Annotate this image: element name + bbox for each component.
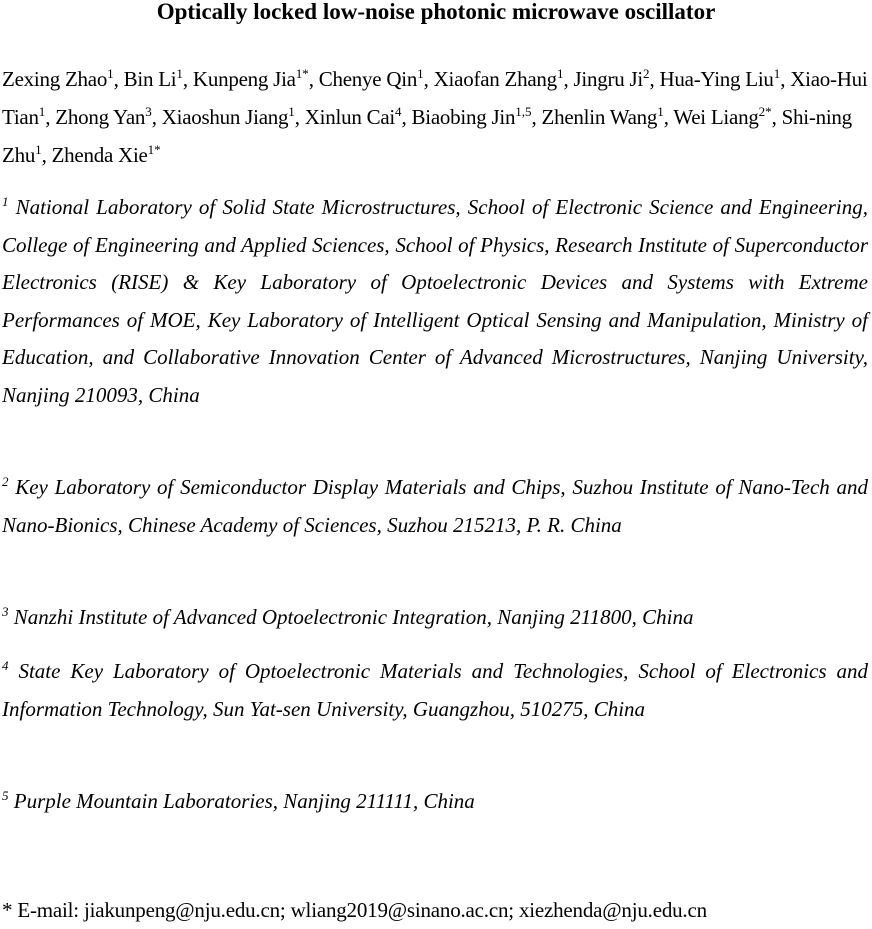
paper-title: Optically locked low-noise photonic microwave oscillator xyxy=(156,0,716,24)
author-separator: , xyxy=(423,67,434,91)
affiliation xyxy=(2,469,868,544)
author-affiliation-mark: 2* xyxy=(758,103,772,119)
author xyxy=(319,67,434,91)
author-name: Chenye Qin xyxy=(318,67,418,91)
author-name: Zhenlin Wang xyxy=(541,105,658,129)
author-separator: , xyxy=(308,67,319,91)
author-name: Zexing Zhao xyxy=(2,67,108,91)
affiliation-text: National Laboratory of Solid State Microstructures, School of Electronic Science and Engineering, College of Engineering and Applied Sciences, School of Physics, Research Institute of Superconductor Electronics (RISE) & Key Laboratory of Optoelectronic Devices and Systems with Extreme Performances of MOE, Key Laboratory of Intelligent Optical Sensing and Manipulation, Ministry of Education, and Collaborative Innovation Center of Advanced Microstructures, Nanjing University, Nanjing 210093, China xyxy=(2,195,868,407)
affiliation xyxy=(2,599,868,637)
author-name: Zhong Yan xyxy=(55,105,146,129)
author xyxy=(2,67,124,91)
author-name: Biaobing Jin xyxy=(411,105,516,129)
author-separator: , xyxy=(182,67,193,91)
author xyxy=(52,143,161,167)
author-separator: , xyxy=(531,105,542,129)
author-name: Zhenda Xie xyxy=(51,143,148,167)
author xyxy=(162,105,305,129)
author-separator: , xyxy=(294,105,305,129)
affiliation-text: Nanzhi Institute of Advanced Optoelectronic Integration, Nanjing 211800, China xyxy=(13,605,694,629)
author-name: Kunpeng Jia xyxy=(192,67,296,91)
affiliation xyxy=(2,189,868,415)
author-affiliation-mark: 1 xyxy=(176,65,183,81)
author-affiliation-mark: 1 xyxy=(38,103,46,119)
author-list xyxy=(2,60,868,174)
author-affiliation-mark: 1 xyxy=(417,65,424,81)
author-separator: , xyxy=(45,105,56,129)
author-affiliation-mark: 1 xyxy=(35,141,42,157)
affiliation-text: Purple Mountain Laboratories, Nanjing 211111, China xyxy=(13,789,475,813)
author-name: Xiao-Hui Tian xyxy=(2,67,868,129)
author xyxy=(542,105,674,129)
author-affiliation-mark: 1* xyxy=(295,65,309,81)
author xyxy=(193,67,319,91)
author-separator: , xyxy=(563,67,574,91)
author-name: Bin Li xyxy=(123,67,177,91)
author xyxy=(305,105,412,129)
affiliation xyxy=(2,653,868,728)
author-name: Hua-Ying Liu xyxy=(659,67,774,91)
author-separator: , xyxy=(113,67,124,91)
author-separator: , xyxy=(649,67,660,91)
author-separator: , xyxy=(41,143,52,167)
author-separator: , xyxy=(401,105,412,129)
author xyxy=(659,67,790,91)
author xyxy=(673,105,781,129)
author-affiliation-mark: 3 xyxy=(145,103,152,119)
author-affiliation-mark: 1 xyxy=(288,103,295,119)
author-separator: , xyxy=(151,105,162,129)
affiliation-number: 5 xyxy=(2,787,9,803)
author-name: Xiaoshun Jiang xyxy=(161,105,289,129)
author-affiliation-mark: 4 xyxy=(395,103,402,119)
author-separator: , xyxy=(780,67,791,91)
affiliation-number: 1 xyxy=(2,193,9,209)
affiliation-text: Key Laboratory of Semiconductor Display Materials and Chips, Suzhou Institute of Nano-Tech and Nano-Bionics, Chinese Academy of Sciences, Suzhou 215213, P. R. China xyxy=(2,475,869,537)
author-affiliation-mark: 1 xyxy=(657,103,664,119)
affiliation-number: 2 xyxy=(2,473,9,489)
author-name: Wei Liang xyxy=(673,105,759,129)
author-name: Jingru Ji xyxy=(573,67,643,91)
author xyxy=(573,67,659,91)
author-affiliation-mark: 1 xyxy=(773,65,781,81)
author-separator: , xyxy=(771,105,782,129)
affiliation-text: State Key Laboratory of Optoelectronic Materials and Technologies, School of Electronics and Information Technology, Sun Yat-sen University, Guangzhou, 510275, China xyxy=(2,659,868,721)
author-name: Xinlun Cai xyxy=(304,105,396,129)
affiliation-number: 4 xyxy=(2,657,9,673)
author xyxy=(55,105,161,129)
author-name: Shi-ning Zhu xyxy=(2,105,852,167)
author-affiliation-mark: 1,5 xyxy=(515,103,532,119)
author xyxy=(412,105,542,129)
affiliation-number: 3 xyxy=(2,603,9,619)
affiliation xyxy=(2,783,868,821)
correspondence-email: * E-mail: jiakunpeng@nju.edu.cn; wliang2019@sinano.ac.cn; xiezhenda@nju.edu.cn xyxy=(2,898,707,922)
author xyxy=(124,67,193,91)
author-affiliation-mark: 2 xyxy=(642,65,650,81)
author-affiliation-mark: 1 xyxy=(107,65,114,81)
author-name: Xiaofan Zhang xyxy=(433,67,557,91)
author-affiliation-mark: 1 xyxy=(556,65,564,81)
author-affiliation-mark: 1* xyxy=(147,141,161,157)
author-separator: , xyxy=(663,105,674,129)
author xyxy=(434,67,574,91)
